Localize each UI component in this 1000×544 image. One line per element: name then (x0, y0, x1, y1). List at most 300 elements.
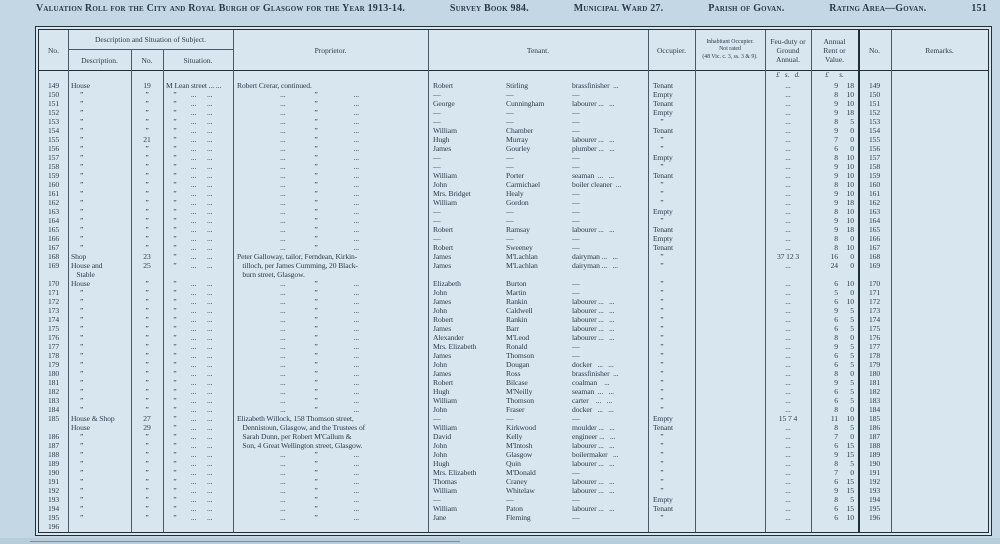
cell-situation: ” ... ... (166, 477, 213, 486)
cell-remarks (891, 81, 988, 90)
cell-rent-pounds: 8 (834, 405, 838, 414)
cell-feu-duty: ... (785, 243, 791, 252)
cell-house-no: ” (145, 486, 149, 495)
cell-situation: ” ... ... (166, 342, 213, 351)
cell-feu-duty: ... (785, 135, 791, 144)
cell-inhabitant-occupier (695, 252, 765, 261)
column-rule (891, 30, 892, 532)
cell-inhabitant-occupier (695, 180, 765, 189)
cell-tenant-first-name: — (433, 90, 441, 99)
cell-situation: ” ... ... (166, 171, 213, 180)
cell-description: Stable (71, 270, 95, 279)
table-row (39, 459, 988, 468)
cell-remarks (891, 441, 988, 450)
cell-tenant-first-name: William (433, 171, 457, 180)
cell-description: ” (71, 297, 84, 306)
cell-situation: ” ... ... (166, 513, 213, 522)
cell-proprietor: ... ” ... (237, 225, 359, 234)
cell-house-no: ” (145, 117, 149, 126)
cell-inhabitant-occupier (695, 522, 765, 531)
cell-tenant-occupation: labourer ... ... (572, 459, 615, 468)
cell-inhabitant-occupier (695, 207, 765, 216)
table-row (39, 396, 988, 405)
cell-house-no: 19 (143, 81, 151, 90)
cell-no-left: 192 (47, 486, 60, 495)
cell-feu-duty: ... (785, 351, 791, 360)
cell-feu-duty: ... (785, 261, 791, 270)
cell-tenant-occupation: labourer ... ... (572, 225, 615, 234)
cell-no-right: 157 (868, 153, 881, 162)
cell-description: ” (71, 189, 84, 198)
cell-feu-duty: ... (785, 369, 791, 378)
table-row (39, 99, 988, 108)
cell-remarks (891, 207, 988, 216)
cell-situation: ” ... ... (166, 90, 213, 99)
cell-feu-duty: ... (785, 504, 791, 513)
cell-occupier: ” (653, 387, 664, 396)
cell-feu-duty: ... (785, 513, 791, 522)
cell-situation: ” ... ... (166, 99, 213, 108)
cell-house-no: ” (145, 324, 149, 333)
cell-no-left: 177 (47, 342, 60, 351)
cell-proprietor: ... ” ... (237, 468, 359, 477)
cell-situation: ” ... ... (166, 387, 213, 396)
cell-remarks (891, 216, 988, 225)
cell-no-right: 176 (868, 333, 881, 342)
cell-situation: M Lean street ... ... (166, 81, 222, 90)
table-row (39, 513, 988, 522)
cell-tenant-occupation: labourer ... ... (572, 441, 615, 450)
table-row (39, 216, 988, 225)
cell-inhabitant-occupier (695, 279, 765, 288)
cell-no-right: 190 (868, 459, 881, 468)
table-row (39, 468, 988, 477)
cell-description: ” (71, 513, 84, 522)
cell-tenant-occupation: labourer ... ... (572, 315, 615, 324)
cell-no-right: 195 (868, 504, 881, 513)
header-description-subrow (68, 50, 233, 70)
cell-no-right: 185 (868, 414, 881, 423)
cell-rent-shillings: 5 (850, 342, 854, 351)
municipal-ward-label: Municipal Ward 27. (573, 3, 664, 14)
cell-rent-pounds: 6 (834, 297, 838, 306)
cell-description: ” (71, 243, 84, 252)
cell-feu-duty: 37 12 3 (776, 252, 800, 261)
cell-situation: ” ... ... (166, 144, 213, 153)
cell-proprietor: ... ” ... (237, 306, 359, 315)
cell-no-left (39, 270, 68, 279)
cell-house-no: ” (145, 513, 149, 522)
cell-description: ” (71, 378, 84, 387)
cell-inhabitant-occupier (695, 333, 765, 342)
cell-no-right: 174 (868, 315, 881, 324)
cell-remarks (891, 288, 988, 297)
cell-house-no: ” (145, 234, 149, 243)
cell-occupier: Tenant (653, 81, 673, 90)
cell-rent-pounds: 6 (834, 504, 838, 513)
cell-rent-shillings: 10 (846, 99, 854, 108)
cell-remarks (891, 423, 988, 432)
cell-rent-shillings: 5 (850, 315, 854, 324)
page-number: 151 (971, 3, 987, 14)
cell-proprietor: ... ” ... (237, 342, 359, 351)
cell-proprietor: ... ” ... (237, 279, 359, 288)
cell-rent-pounds: 8 (834, 459, 838, 468)
cell-inhabitant-occupier (695, 441, 765, 450)
cell-inhabitant-occupier (695, 90, 765, 99)
cell-rent-shillings: 15 (846, 441, 854, 450)
cell-rent-pounds: 9 (834, 198, 838, 207)
header-no-right: No. (868, 45, 881, 55)
cell-feu-duty: ... (785, 468, 791, 477)
cell-tenant-occupation: dairyman ... ... (572, 261, 618, 270)
cell-occupier: ” (653, 180, 664, 189)
cell-house-no: ” (145, 306, 149, 315)
cell-proprietor: ... ” ... (237, 450, 359, 459)
cell-no-right: 171 (868, 288, 881, 297)
cell-house-no: ” (145, 315, 149, 324)
cell-tenant-occupation: — (572, 153, 580, 162)
cell-tenant-first-name: — (433, 495, 441, 504)
cell-house-no: ” (145, 297, 149, 306)
cell-remarks (891, 477, 988, 486)
cell-tenant-occupation: labourer ... ... (572, 135, 615, 144)
cell-tenant-occupation: labourer ... ... (572, 306, 615, 315)
cell-tenant-surname: Barr (506, 324, 520, 333)
parish-label: Parish of Govan. (708, 3, 785, 14)
cell-feu-duty: ... (785, 396, 791, 405)
cell-tenant-first-name: James (433, 369, 452, 378)
cell-rent-shillings: 0 (850, 288, 854, 297)
cell-tenant-surname: M'Donald (506, 468, 536, 477)
cell-house-no: ” (145, 180, 149, 189)
cell-inhabitant-occupier (695, 171, 765, 180)
cell-house-no: ” (145, 243, 149, 252)
cell-tenant-occupation: seaman ... ... (572, 171, 614, 180)
cell-occupier: ” (653, 405, 664, 414)
cell-tenant-occupation: labourer ... ... (572, 297, 615, 306)
cell-description: House (71, 81, 90, 90)
cell-proprietor: ... ” ... (237, 207, 359, 216)
cell-description: ” (71, 198, 84, 207)
cell-no-right: 160 (868, 180, 881, 189)
cell-description: ” (71, 405, 84, 414)
cell-house-no: ” (145, 333, 149, 342)
cell-description: ” (71, 315, 84, 324)
cell-tenant-surname: — (506, 216, 514, 225)
cell-rent-shillings: 10 (846, 162, 854, 171)
cell-no-left: 173 (47, 306, 60, 315)
cell-feu-duty: ... (785, 432, 791, 441)
cell-remarks (891, 369, 988, 378)
cell-situation: ” ... ... (166, 162, 213, 171)
cell-tenant-surname: Chamber (506, 126, 534, 135)
cell-rent-pounds: 9 (834, 216, 838, 225)
cell-rent-pounds: 6 (834, 351, 838, 360)
table-row (39, 351, 988, 360)
cell-tenant-surname: Bilcase (506, 378, 528, 387)
cell-proprietor: ... ” ... (237, 189, 359, 198)
cell-rent-shillings: 18 (846, 225, 854, 234)
cell-rent-shillings: 15 (846, 486, 854, 495)
cell-no-right: 172 (868, 297, 881, 306)
cell-rent-pounds: 8 (834, 495, 838, 504)
cell-rent-shillings: 0 (850, 126, 854, 135)
cell-description: ” (71, 225, 84, 234)
table-row (39, 477, 988, 486)
cell-tenant-surname: — (506, 414, 514, 423)
cell-remarks (891, 333, 988, 342)
column-rule (163, 50, 164, 532)
cell-inhabitant-occupier (695, 243, 765, 252)
cell-occupier: ” (653, 432, 664, 441)
cell-remarks (891, 387, 988, 396)
cell-feu-duty: ... (785, 153, 791, 162)
cell-tenant-first-name: Mrs. Elizabeth (433, 342, 477, 351)
cell-remarks (891, 270, 988, 279)
cell-occupier: ” (653, 117, 664, 126)
cell-inhabitant-occupier (695, 369, 765, 378)
table-row (39, 441, 988, 450)
cell-no-left: 170 (47, 279, 60, 288)
cell-tenant-surname: Porter (506, 171, 524, 180)
cell-tenant-occupation: brassfinisher ... (572, 369, 619, 378)
cell-feu-duty: ... (785, 117, 791, 126)
table-row (39, 297, 988, 306)
cell-no-left: 153 (47, 117, 60, 126)
cell-tenant-occupation: — (572, 216, 580, 225)
cell-no-left: 149 (47, 81, 60, 90)
cell-house-no: ” (145, 99, 149, 108)
cell-situation: ” ... ... (166, 189, 213, 198)
cell-occupier: Empty (653, 414, 673, 423)
cell-feu-duty: 15 7 4 (778, 414, 798, 423)
cell-occupier: ” (653, 216, 664, 225)
table-row (39, 108, 988, 117)
cell-remarks (891, 396, 988, 405)
cell-rent-shillings (838, 270, 858, 279)
table-row (39, 414, 988, 423)
cell-feu-duty: ... (785, 198, 791, 207)
cell-rent-shillings: 5 (850, 378, 854, 387)
cell-proprietor: ... ” ... (237, 162, 359, 171)
rent-currency-units: £ s. (825, 71, 844, 79)
cell-rent-pounds: 9 (834, 486, 838, 495)
cell-no-left: 161 (47, 189, 60, 198)
cell-tenant-occupation: — (572, 162, 580, 171)
cell-no-right: 152 (868, 108, 881, 117)
cell-rent-pounds: 11 (830, 414, 838, 423)
cell-remarks (891, 279, 988, 288)
cell-occupier: ” (653, 162, 664, 171)
cell-remarks (891, 225, 988, 234)
cell-rent-shillings: 0 (850, 405, 854, 414)
cell-tenant-surname: Caldwell (506, 306, 533, 315)
cell-rent-pounds: 6 (834, 441, 838, 450)
cell-house-no (131, 270, 163, 279)
cell-no-right: 156 (868, 144, 881, 153)
cell-house-no: ” (145, 144, 149, 153)
cell-no-right: 168 (868, 252, 881, 261)
cell-tenant-first-name: John (433, 441, 447, 450)
cell-feu-duty: ... (785, 477, 791, 486)
cell-tenant-first-name: Robert (433, 378, 454, 387)
cell-situation: ” ... ... (166, 468, 213, 477)
cell-rent-pounds: 7 (834, 468, 838, 477)
cell-rent-pounds: 9 (834, 99, 838, 108)
cell-house-no: ” (145, 468, 149, 477)
cell-tenant-first-name: — (433, 216, 441, 225)
cell-occupier: ” (653, 288, 664, 297)
cell-tenant-occupation: carter ... ... (572, 396, 613, 405)
cell-no-right (858, 270, 891, 279)
cell-proprietor: ... ” ... (237, 153, 359, 162)
cell-rent-pounds: 6 (834, 513, 838, 522)
cell-tenant-first-name: Thomas (433, 477, 457, 486)
cell-tenant-first-name: William (433, 396, 457, 405)
cell-rent-pounds: 9 (834, 306, 838, 315)
cell-tenant-occupation: — (572, 126, 580, 135)
table-row (39, 252, 988, 261)
cell-no-left: 187 (47, 441, 60, 450)
cell-no-right: 194 (868, 495, 881, 504)
cell-remarks (891, 351, 988, 360)
cell-house-no: ” (145, 171, 149, 180)
cell-proprietor: ... ” ... (237, 234, 359, 243)
cell-no-right: 183 (868, 396, 881, 405)
cell-rent-pounds: 8 (834, 423, 838, 432)
cell-remarks (891, 450, 988, 459)
cell-house-no: 27 (143, 414, 151, 423)
cell-occupier: Empty (653, 108, 673, 117)
cell-rent-shillings: 18 (846, 108, 854, 117)
cell-proprietor: Elizabeth Willock, 158 Thomson street, (237, 414, 354, 423)
cell-tenant-surname: Stirling (506, 81, 528, 90)
cell-occupier: Empty (653, 153, 673, 162)
cell-no-left: 196 (47, 522, 60, 531)
survey-book-label: Survey Book 984. (449, 3, 529, 14)
cell-remarks (891, 144, 988, 153)
cell-rent-pounds: 9 (834, 450, 838, 459)
cell-tenant-first-name: Robert (433, 81, 454, 90)
cell-tenant-surname: Kirkwood (506, 423, 536, 432)
cell-feu-duty: ... (785, 315, 791, 324)
cell-description: ” (71, 180, 84, 189)
cell-remarks (891, 234, 988, 243)
table-row (39, 270, 988, 279)
cell-no-left: 168 (47, 252, 60, 261)
cell-proprietor: ... ” ... (237, 108, 359, 117)
cell-proprietor: ... ” ... (237, 486, 359, 495)
table-row (39, 153, 988, 162)
table-row (39, 504, 988, 513)
cell-occupier: ” (653, 396, 664, 405)
cell-house-no: ” (145, 495, 149, 504)
cell-house-no: ” (145, 198, 149, 207)
cell-occupier: ” (653, 144, 664, 153)
cell-occupier: ” (653, 135, 664, 144)
cell-occupier: ” (653, 513, 664, 522)
cell-remarks (891, 126, 988, 135)
cell-no-right: 178 (868, 351, 881, 360)
cell-tenant-surname: Murray (506, 135, 529, 144)
cell-proprietor (233, 522, 428, 531)
cell-no-right: 188 (868, 441, 881, 450)
cell-no-left: 186 (47, 432, 60, 441)
header-description: Description. (81, 55, 118, 65)
cell-tenant-occupation (572, 270, 648, 279)
cell-rent-pounds: 9 (834, 378, 838, 387)
cell-inhabitant-occupier (695, 459, 765, 468)
cell-feu-duty: ... (785, 99, 791, 108)
cell-tenant-first-name: George (433, 99, 455, 108)
cell-no-left: 155 (47, 135, 60, 144)
page-header (36, 3, 987, 19)
cell-rent-pounds: 6 (834, 144, 838, 153)
cell-no-left: 163 (47, 207, 60, 216)
table-row (39, 126, 988, 135)
cell-inhabitant-occupier (695, 297, 765, 306)
cell-no-right: 187 (868, 432, 881, 441)
cell-no-right: 155 (868, 135, 881, 144)
cell-proprietor: ... ” ... (237, 477, 359, 486)
cell-proprietor: Robert Crerar, continued. (237, 81, 312, 90)
table-row (39, 495, 988, 504)
cell-inhabitant-occupier (695, 324, 765, 333)
cell-house-no: ” (145, 477, 149, 486)
cell-feu-duty: ... (785, 378, 791, 387)
cell-tenant-occupation: — (572, 207, 580, 216)
cell-occupier: ” (653, 441, 664, 450)
cell-tenant-first-name: — (433, 117, 441, 126)
cell-rent-pounds: 6 (834, 324, 838, 333)
cell-situation: ” ... ... (166, 288, 213, 297)
cell-description: ” (71, 117, 84, 126)
cell-occupier: ” (653, 315, 664, 324)
cell-tenant-surname: M'Lachlan (506, 252, 538, 261)
cell-house-no: ” (145, 90, 149, 99)
cell-feu-duty: ... (785, 450, 791, 459)
cell-inhabitant-occupier (695, 135, 765, 144)
column-rule (131, 50, 132, 532)
cell-situation: ” ... ... (166, 153, 213, 162)
cell-tenant-surname: Kelly (506, 432, 523, 441)
cell-tenant-first-name (428, 270, 506, 279)
cell-tenant-surname: Glasgow (506, 450, 533, 459)
table-row (39, 279, 988, 288)
cell-remarks (891, 486, 988, 495)
cell-tenant-surname: Paton (506, 504, 523, 513)
cell-description: ” (71, 153, 84, 162)
cell-house-no: ” (145, 342, 149, 351)
cell-occupier: Tenant (653, 171, 673, 180)
cell-occupier: ” (653, 468, 664, 477)
cell-no-right: 177 (868, 342, 881, 351)
cell-description: ” (71, 207, 84, 216)
cell-feu-duty: ... (785, 486, 791, 495)
feu-currency-units: £ s. d. (776, 71, 800, 79)
cell-situation: ” ... ... (166, 351, 213, 360)
cell-no-right: 166 (868, 234, 881, 243)
cell-feu-duty (765, 522, 811, 531)
cell-feu-duty: ... (785, 216, 791, 225)
cell-no-right: 180 (868, 369, 881, 378)
cell-tenant-surname (506, 270, 572, 279)
cell-no-left: 172 (47, 297, 60, 306)
cell-no-right: 150 (868, 90, 881, 99)
table-row (39, 162, 988, 171)
cell-situation: ” ... ... (166, 135, 213, 144)
